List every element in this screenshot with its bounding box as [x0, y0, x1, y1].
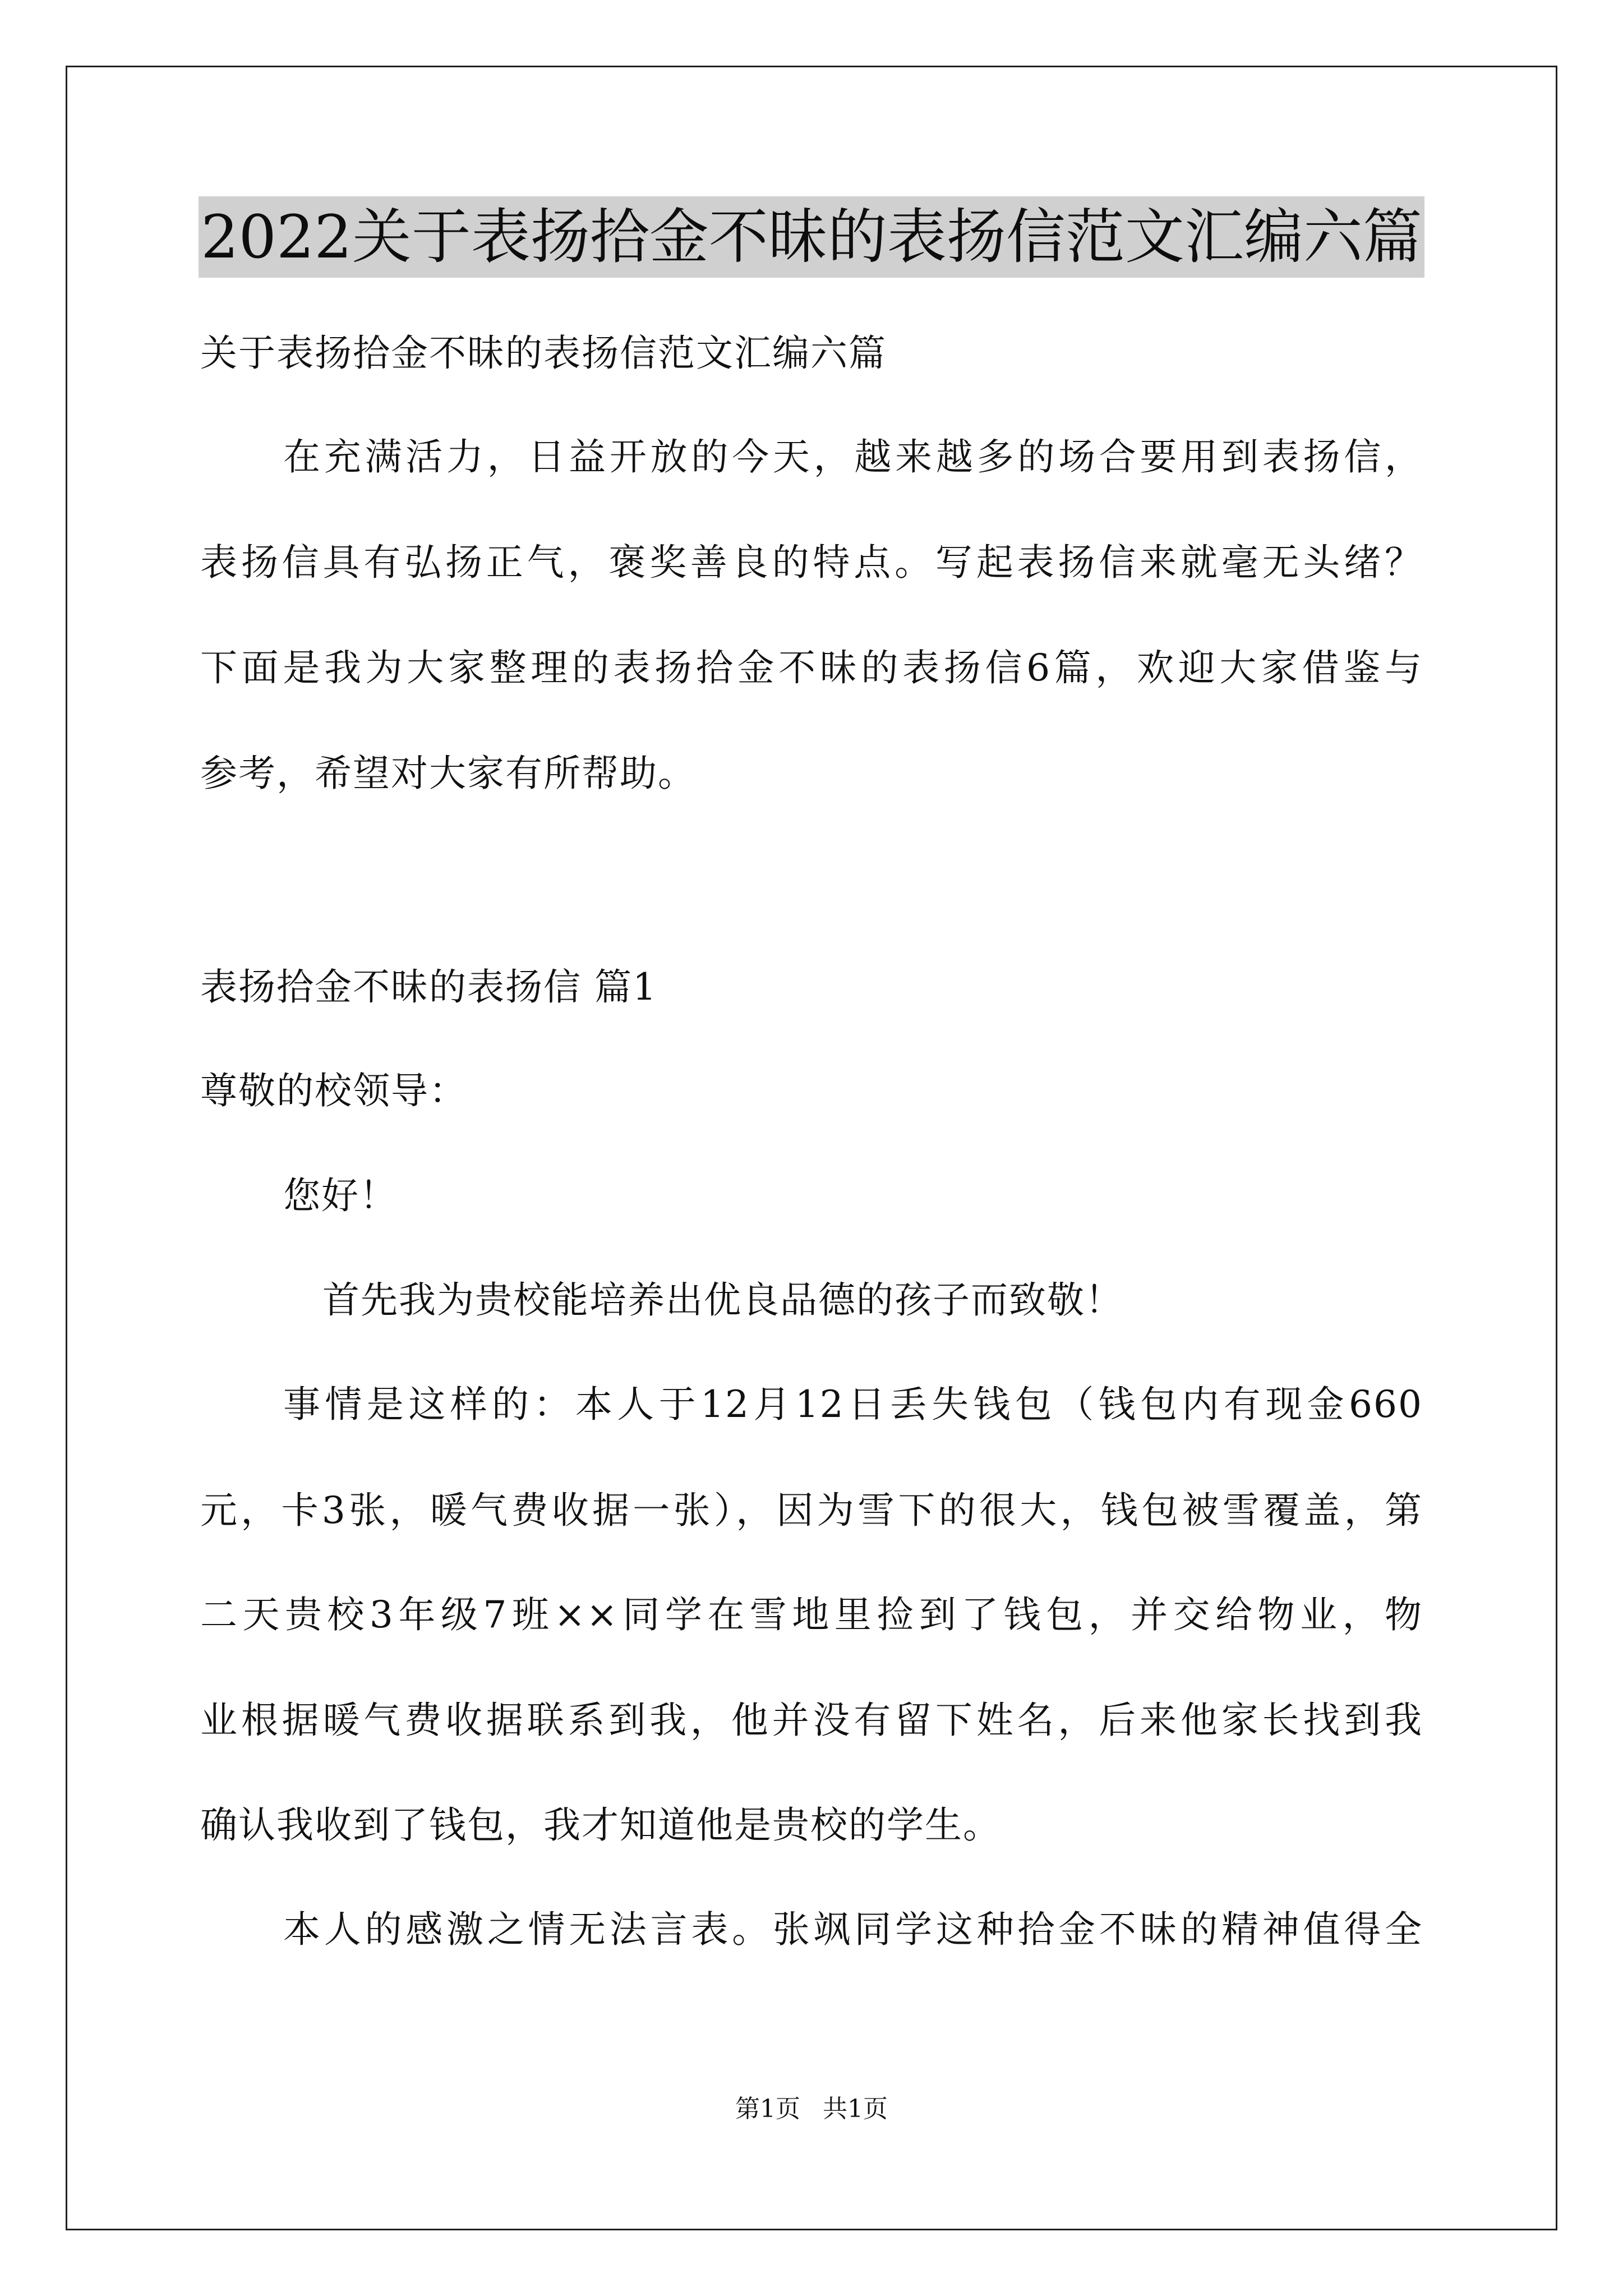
paragraph-line: 元，卡3张，暖气费收据一张），因为雪下的很大，钱包被雪覆盖，第 — [200, 1489, 1423, 1532]
title-container — [0, 196, 1623, 278]
paragraph-line: 事情是这样的：本人于12月12日丢失钱包（钱包内有现金660 — [283, 1383, 1423, 1426]
page-border — [66, 66, 1557, 2230]
salutation-line: 尊敬的校领导： — [200, 1069, 467, 1112]
document-title: 2022关于表扬拾金不昧的表扬信范文汇编六篇 — [199, 196, 1424, 278]
paragraph-line: 在充满活力，日益开放的今天，越来越多的场合要用到表扬信， — [283, 435, 1423, 478]
paragraph-line: 参考，希望对大家有所帮助。 — [200, 752, 696, 795]
paragraph-line: 首先我为贵校能培养出优良品德的孩子而致敬！ — [322, 1278, 1123, 1322]
subtitle-line: 关于表扬拾金不昧的表扬信范文汇编六篇 — [200, 332, 887, 375]
paragraph-line: 二天贵校3年级7班××同学在雪地里捡到了钱包，并交给物业，物 — [200, 1593, 1423, 1636]
page-number: 第1页 — [735, 2095, 800, 2123]
paragraph-line: 业根据暖气费收据联系到我，他并没有留下姓名，后来他家长找到我 — [200, 1699, 1423, 1742]
paragraph-line: 下面是我为大家整理的表扬拾金不昧的表扬信6篇，欢迎大家借鉴与 — [200, 646, 1423, 689]
paragraph-line: 表扬信具有弘扬正气，褒奖善良的特点。写起表扬信来就毫无头绪？ — [200, 541, 1423, 584]
greeting-line: 您好！ — [283, 1174, 398, 1217]
section-heading: 表扬拾金不昧的表扬信 篇1 — [200, 965, 657, 1009]
page-footer — [0, 2095, 1623, 2123]
page-total: 共1页 — [823, 2095, 888, 2123]
paragraph-line: 本人的感激之情无法言表。张飒同学这种拾金不昧的精神值得全 — [283, 1908, 1423, 1951]
paragraph-line: 确认我收到了钱包，我才知道他是贵校的学生。 — [200, 1803, 1001, 1847]
